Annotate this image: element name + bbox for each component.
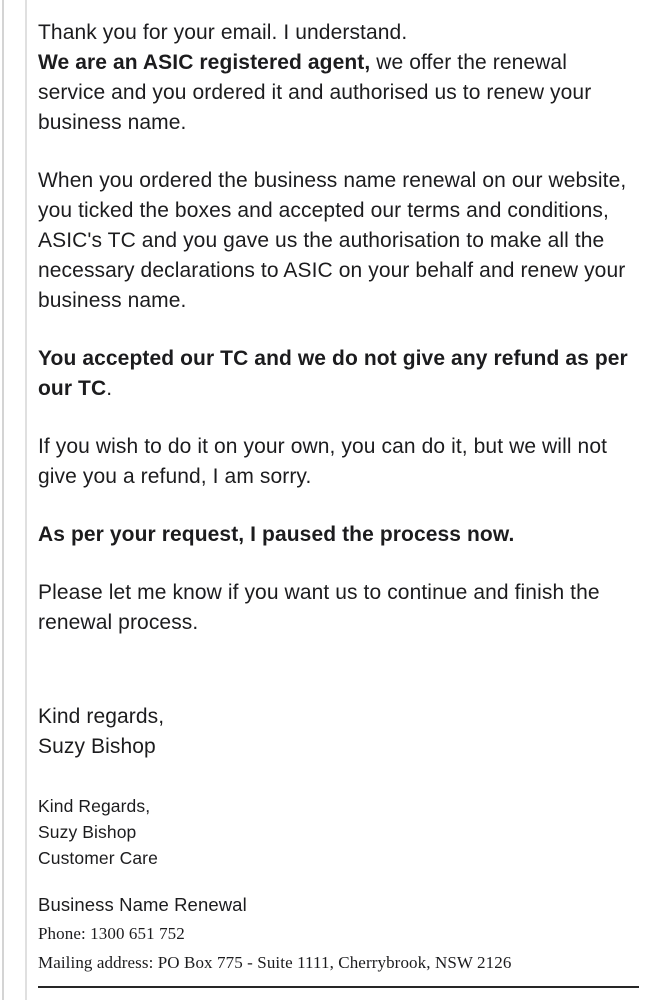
intro-line: Thank you for your email. I understand. (38, 21, 408, 44)
asic-agent-bold-text: We are an ASIC registered agent, (38, 51, 371, 74)
quote-gutter-line (25, 0, 27, 1000)
paragraph-own-renewal: If you wish to do it on your own, you can do it, but we will not give you a refund, I am sorry. (38, 435, 608, 488)
email-message-body (38, 0, 639, 999)
renewal-service-text: we offer the renewal service and you ordered it and authorised us to renew your business name. (38, 51, 592, 134)
paragraph-order-details: When you ordered the business name renewal on our website, you ticked the boxes and accepted our terms and conditions, ASIC's TC and you gave us the authorisation to make all the necessary declarations to ASIC on your behalf and renew your business name. (38, 169, 627, 312)
signature-block (38, 793, 639, 871)
signature-name: Suzy Bishop (38, 822, 137, 842)
paragraph-refund-policy (38, 344, 639, 404)
left-edge-line (2, 0, 4, 1000)
signoff-greeting: Kind regards, (38, 705, 165, 728)
paragraph-process-paused: As per your request, I paused the process now. (38, 523, 515, 546)
company-name: Business Name Renewal (38, 894, 247, 915)
paragraph-continue-request: Please let me know if you want us to continue and finish the renewal process. (38, 581, 600, 634)
refund-policy-period: . (106, 377, 113, 400)
signoff-name: Suzy Bishop (38, 735, 156, 758)
signature-role: Customer Care (38, 848, 158, 868)
paragraph-intro (38, 18, 639, 138)
signature-greeting: Kind Regards, (38, 796, 151, 816)
refund-policy-bold-text: You accepted our TC and we do not give any refund as per our TC (38, 347, 628, 400)
signoff (38, 702, 639, 762)
mailing-address-line: Mailing address: PO Box 775 - Suite 1111, Cherrybrook, NSW 2126 (38, 953, 512, 972)
bottom-divider (38, 986, 639, 988)
phone-line: Phone: 1300 651 752 (38, 924, 185, 943)
